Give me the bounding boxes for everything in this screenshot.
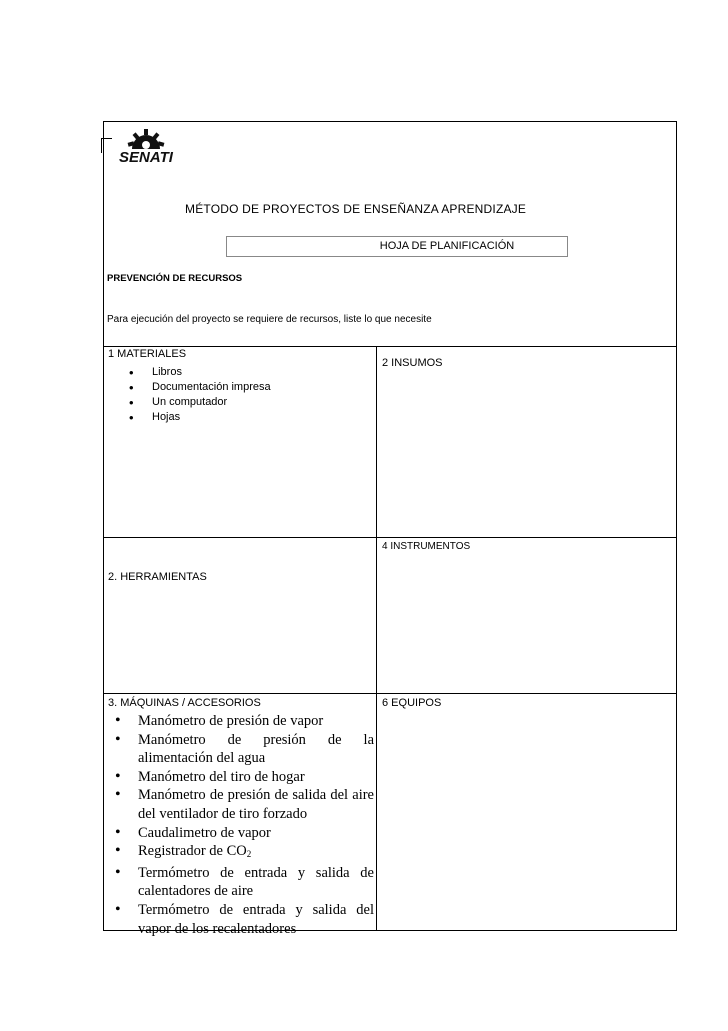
list-item: • Hojas xyxy=(110,410,271,425)
grid-line-middle xyxy=(376,346,377,931)
grid-line-row3 xyxy=(103,693,677,694)
senati-logo xyxy=(110,125,182,171)
maquinas-list xyxy=(112,712,374,938)
list-item: • Manómetro de presión de la alimentación del agua xyxy=(112,731,374,768)
list-item: • Libros xyxy=(110,365,271,380)
list-item: • Termómetro de entrada y salida de calentadores de aire xyxy=(112,864,374,901)
insumos-heading: 2 INSUMOS xyxy=(382,357,443,369)
section-heading: PREVENCIÓN DE RECURSOS xyxy=(107,273,243,284)
list-item: • Termómetro de entrada y salida del vapor de los recalentadores xyxy=(112,901,374,938)
svg-text:SENATI: SENATI xyxy=(119,149,173,166)
instrumentos-heading: 4 INSTRUMENTOS xyxy=(382,541,471,552)
planning-sheet-box: HOJA DE PLANIFICACIÓN xyxy=(226,236,568,257)
co2-label: Registrador de CO xyxy=(138,843,247,860)
grid-line-row2 xyxy=(103,537,677,538)
list-item: • Manómetro de presión de vapor xyxy=(112,712,374,731)
co2-subscript: 2 xyxy=(246,849,252,860)
herramientas-heading: 2. HERRAMIENTAS xyxy=(108,571,207,583)
equipos-heading: 6 EQUIPOS xyxy=(382,697,442,709)
list-item: • Caudalimetro de vapor xyxy=(112,824,374,843)
list-item: • Manómetro del tiro de hogar xyxy=(112,768,374,787)
materiales-list xyxy=(110,365,271,425)
document-title: MÉTODO DE PROYECTOS DE ENSEÑANZA APRENDIZAJE xyxy=(185,202,527,216)
list-item-co2 xyxy=(112,842,374,864)
list-item: • Documentación impresa xyxy=(110,380,271,395)
materiales-heading: 1 MATERIALES xyxy=(108,348,187,360)
grid-line-top xyxy=(103,346,677,347)
maquinas-heading: 3. MÁQUINAS / ACCESORIOS xyxy=(108,697,261,709)
list-item: • Manómetro de presión de salida del aire del ventilador de tiro forzado xyxy=(112,786,374,823)
section-instruction: Para ejecución del proyecto se requiere de recursos, liste lo que necesite xyxy=(107,314,432,325)
list-item: • Un computador xyxy=(110,395,271,410)
